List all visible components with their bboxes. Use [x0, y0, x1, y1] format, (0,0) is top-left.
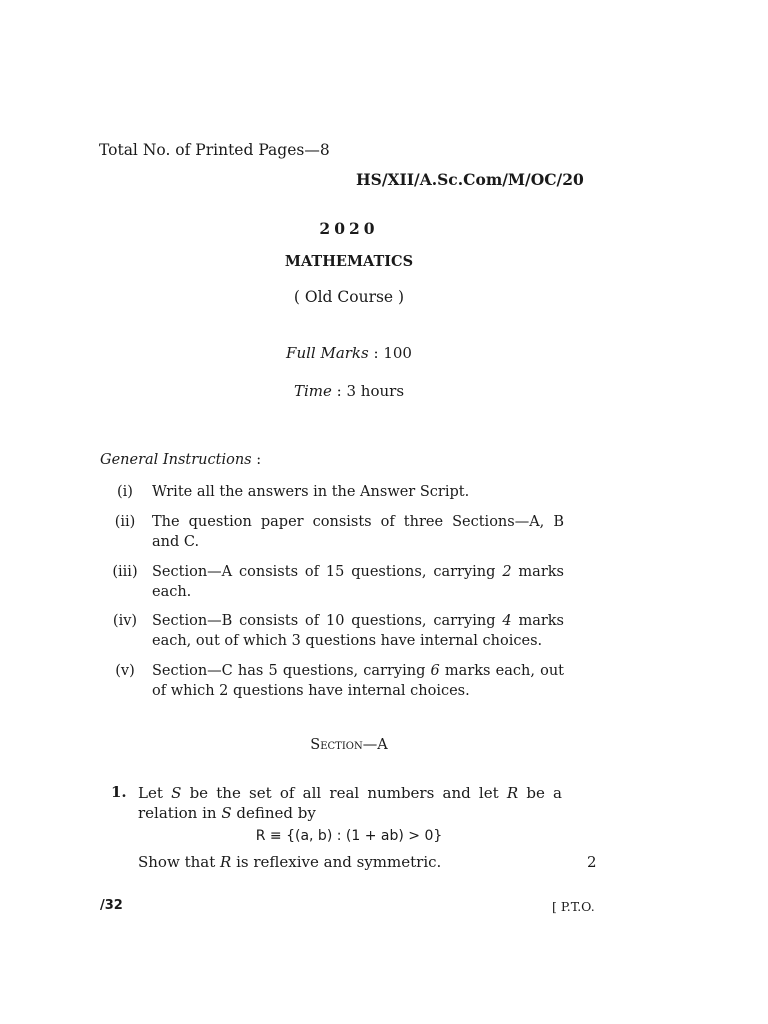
instruction-text: Section—B consists of 10 questions, carrying 4 marks each, out of which 3 questions have internal choices.: [152, 613, 564, 649]
footer-page-code: /32: [100, 898, 123, 913]
instruction-text: Section—C has 5 questions, carrying 6 marks each, out of which 2 questions have internal choices.: [152, 663, 564, 699]
time-value: : 3 hours: [331, 382, 405, 400]
section-letter: —A: [362, 737, 388, 753]
instruction-item: [100, 661, 570, 701]
question-prompt: Show that R is reflexive and symmetric.: [138, 853, 442, 871]
full-marks: [0, 344, 698, 362]
instruction-item: [100, 562, 570, 602]
instruction-number: (iii): [112, 564, 138, 580]
exam-time: [0, 382, 698, 400]
full-marks-label: Full Marks: [286, 344, 369, 362]
full-marks-value: : 100: [368, 344, 412, 362]
section-heading: [0, 737, 698, 753]
paper-code: HS/XII/A.Sc.Com/M/OC/20: [356, 170, 584, 189]
printed-pages-count: Total No. of Printed Pages—8: [99, 141, 330, 159]
general-instructions-heading: [100, 452, 261, 468]
exam-year: 2020: [319, 219, 379, 238]
subject-title: MATHEMATICS: [284, 253, 414, 270]
question-text: Let S be the set of all real numbers and let R be a relation in S defined by: [138, 784, 562, 822]
instruction-number: (iv): [112, 613, 138, 629]
question-marks: 2: [587, 853, 597, 871]
instruction-item: [100, 482, 570, 502]
instruction-item: [100, 611, 570, 651]
instruction-number: (v): [115, 663, 135, 679]
general-instructions-colon: :: [251, 452, 262, 468]
question-number: 1.: [111, 783, 127, 801]
instruction-text: Write all the answers in the Answer Script.: [152, 484, 470, 500]
question-formula: R ≡ {(a, b) : (1 + ab) > 0}: [255, 828, 443, 844]
instruction-item: [100, 512, 570, 552]
instruction-text: The question paper consists of three Sections—A, B and C.: [152, 514, 564, 550]
general-instructions-title: General Instructions: [100, 452, 252, 468]
instruction-text: Section—A consists of 15 questions, carrying 2 marks each.: [152, 564, 564, 600]
footer-pto: [ P.T.O.: [552, 899, 595, 914]
instruction-number: (i): [117, 484, 133, 500]
time-label: Time: [293, 382, 332, 400]
instruction-number: (ii): [114, 514, 136, 530]
course-label: ( Old Course ): [293, 288, 405, 306]
section-name: Section: [310, 737, 363, 753]
